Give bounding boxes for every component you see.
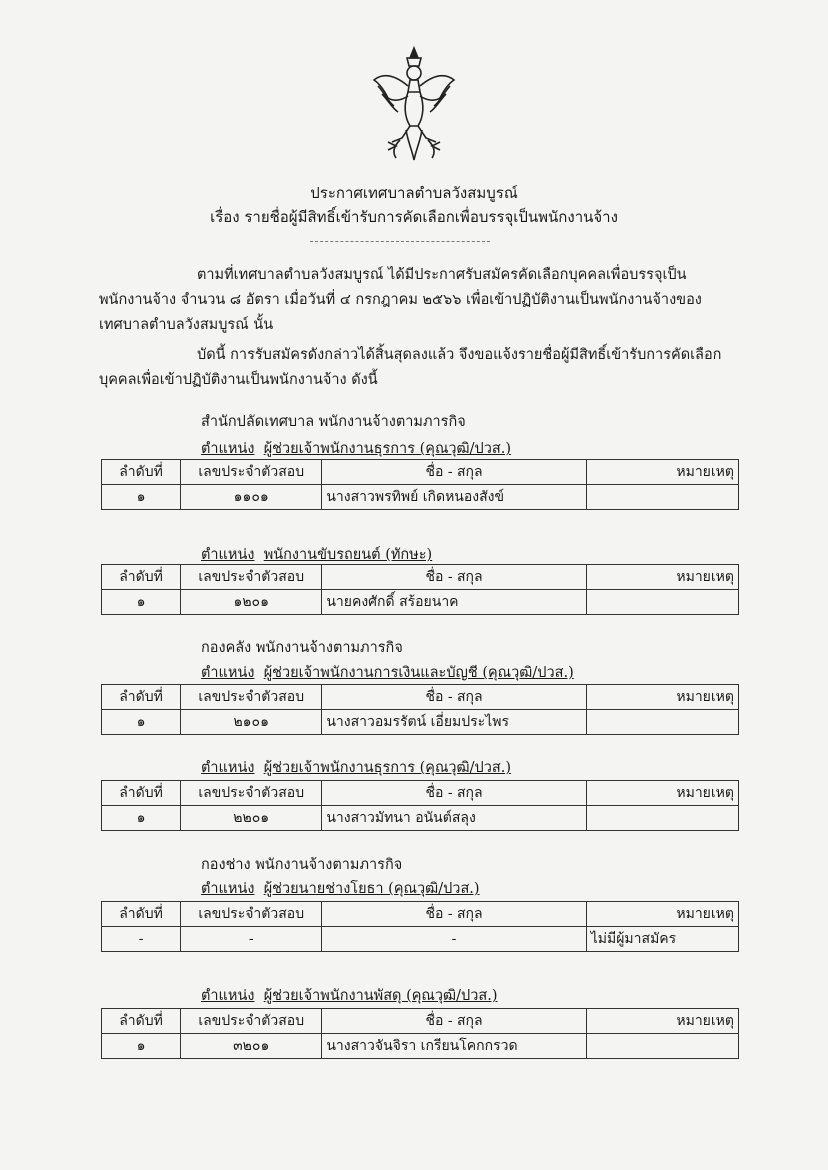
header-name: ชื่อ - สกุล bbox=[322, 781, 586, 806]
candidate-table bbox=[101, 901, 739, 952]
department-heading: กองคลัง พนักงานจ้างตามภารกิจ bbox=[201, 640, 403, 656]
cell-exam-no: - bbox=[181, 927, 322, 952]
notice-text: บัดนี้ การรับสมัครดังกล่าวได้สิ้นสุดลงแล้ว จึงขอแจ้งรายชื่อผู้มีสิทธิ์เข้ารับการคัดเลือกบุคคลเพื่อเข้าปฏิบัติงานเป็นพนักงานจ้าง ดังนี้ bbox=[99, 347, 722, 388]
header-name: ชื่อ - สกุล bbox=[322, 565, 586, 590]
position-label: ตำแหน่ง bbox=[201, 441, 255, 457]
position-label: ตำแหน่ง bbox=[201, 988, 255, 1004]
cell-order: - bbox=[102, 927, 181, 952]
header-exam-no: เลขประจำตัวสอบ bbox=[181, 781, 322, 806]
cell-order: ๑ bbox=[102, 1034, 181, 1059]
position-title bbox=[201, 984, 497, 1007]
candidate-table bbox=[101, 684, 739, 735]
header-order: ลำดับที่ bbox=[102, 685, 181, 710]
position-title bbox=[201, 661, 574, 684]
position-name: ผู้ช่วยนายช่างโยธา (คุณวุฒิ/ปวส.) bbox=[263, 881, 480, 897]
table-row bbox=[102, 806, 739, 831]
table-header-row bbox=[102, 781, 739, 806]
candidate-table bbox=[101, 459, 739, 510]
table-row bbox=[102, 710, 739, 735]
header-order: ลำดับที่ bbox=[102, 565, 181, 590]
cell-remark bbox=[586, 485, 738, 510]
table-header-row bbox=[102, 902, 739, 927]
cell-exam-no: ๓๒๐๑ bbox=[181, 1034, 322, 1059]
table-header-row bbox=[102, 565, 739, 590]
header-remark: หมายเหตุ bbox=[586, 565, 738, 590]
announcement-subject: เรื่อง รายชื่อผู้มีสิทธิ์เข้ารับการคัดเลือกเพื่อบรรจุเป็นพนักงานจ้าง bbox=[210, 208, 618, 226]
cell-exam-no: ๒๒๐๑ bbox=[181, 806, 322, 831]
cell-order: ๑ bbox=[102, 485, 181, 510]
table-row bbox=[102, 485, 739, 510]
header-exam-no: เลขประจำตัวสอบ bbox=[181, 565, 322, 590]
candidate-table bbox=[101, 780, 739, 831]
header-name: ชื่อ - สกุล bbox=[322, 460, 586, 485]
header-order: ลำดับที่ bbox=[102, 902, 181, 927]
header-remark: หมายเหตุ bbox=[586, 902, 738, 927]
position-label: ตำแหน่ง bbox=[201, 881, 255, 897]
position-label: ตำแหน่ง bbox=[201, 547, 255, 563]
cell-name: นางสาวมัทนา อนันต์สลุง bbox=[322, 806, 586, 831]
position-name: ผู้ช่วยเจ้าพนักงานการเงินและบัญชี (คุณวุฒิ/ปวส.) bbox=[263, 665, 574, 681]
candidate-table bbox=[101, 1008, 739, 1059]
cell-remark bbox=[586, 1034, 738, 1059]
table-header-row bbox=[102, 685, 739, 710]
notice-paragraph bbox=[99, 343, 731, 393]
header-exam-no: เลขประจำตัวสอบ bbox=[181, 1009, 322, 1034]
cell-name: - bbox=[322, 927, 586, 952]
table-header-row bbox=[102, 460, 739, 485]
cell-remark bbox=[586, 806, 738, 831]
announcement-title: ประกาศเทศบาลตำบลวังสมบูรณ์ bbox=[310, 184, 518, 202]
position-title bbox=[201, 877, 480, 900]
cell-exam-no: ๒๑๐๑ bbox=[181, 710, 322, 735]
cell-name: นายคงศักดิ์ สร้อยนาค bbox=[322, 590, 586, 615]
cell-name: นางสาวจันจิรา เกรียนโคกกรวด bbox=[322, 1034, 586, 1059]
title-divider bbox=[310, 241, 490, 242]
header-name: ชื่อ - สกุล bbox=[322, 902, 586, 927]
department-heading: กองช่าง พนักงานจ้างตามภารกิจ bbox=[201, 857, 403, 873]
intro-text: ตามที่เทศบาลตำบลวังสมบูรณ์ ได้มีประกาศรับสมัครคัดเลือกบุคคลเพื่อบรรจุเป็นพนักงานจ้าง จำนวน ๘ อัตรา เมื่อวันที่ ๔ กรกฎาคม ๒๕๖๖ เพื่อเข้าปฏิบัติงานเป็นพนักงานจ้างของเทศบาลตำบลวังสมบูรณ์ นั้น bbox=[99, 267, 702, 333]
header-remark: หมายเหตุ bbox=[586, 1009, 738, 1034]
position-title bbox=[201, 543, 432, 566]
position-name: พนักงานขับรถยนต์ (ทักษะ) bbox=[263, 547, 433, 563]
candidate-table bbox=[101, 564, 739, 615]
cell-order: ๑ bbox=[102, 710, 181, 735]
department-heading: สำนักปลัดเทศบาล พนักงานจ้างตามภารกิจ bbox=[201, 414, 466, 430]
header-order: ลำดับที่ bbox=[102, 460, 181, 485]
table-row bbox=[102, 927, 739, 952]
cell-exam-no: ๑๒๐๑ bbox=[181, 590, 322, 615]
cell-order: ๑ bbox=[102, 806, 181, 831]
header-order: ลำดับที่ bbox=[102, 1009, 181, 1034]
header-order: ลำดับที่ bbox=[102, 781, 181, 806]
cell-name: นางสาวพรทิพย์ เกิดหนองสังข์ bbox=[322, 485, 586, 510]
header-exam-no: เลขประจำตัวสอบ bbox=[181, 460, 322, 485]
cell-remark: ไม่มีผู้มาสมัคร bbox=[586, 927, 738, 952]
header-remark: หมายเหตุ bbox=[586, 781, 738, 806]
header-exam-no: เลขประจำตัวสอบ bbox=[181, 685, 322, 710]
table-header-row bbox=[102, 1009, 739, 1034]
garuda-emblem-icon bbox=[370, 46, 458, 164]
header-name: ชื่อ - สกุล bbox=[322, 1009, 586, 1034]
table-row bbox=[102, 1034, 739, 1059]
position-label: ตำแหน่ง bbox=[201, 760, 255, 776]
cell-exam-no: ๑๑๐๑ bbox=[181, 485, 322, 510]
cell-remark bbox=[586, 710, 738, 735]
header-exam-no: เลขประจำตัวสอบ bbox=[181, 902, 322, 927]
position-name: ผู้ช่วยเจ้าพนักงานธุรการ (คุณวุฒิ/ปวส.) bbox=[263, 441, 511, 457]
header-remark: หมายเหตุ bbox=[586, 460, 738, 485]
position-name: ผู้ช่วยเจ้าพนักงานธุรการ (คุณวุฒิ/ปวส.) bbox=[263, 760, 511, 776]
intro-paragraph bbox=[99, 263, 731, 338]
position-title bbox=[201, 437, 511, 460]
position-name: ผู้ช่วยเจ้าพนักงานพัสดุ (คุณวุฒิ/ปวส.) bbox=[263, 988, 498, 1004]
cell-name: นางสาวอมรรัตน์ เอี่ยมประไพร bbox=[322, 710, 586, 735]
header-name: ชื่อ - สกุล bbox=[322, 685, 586, 710]
cell-remark bbox=[586, 590, 738, 615]
cell-order: ๑ bbox=[102, 590, 181, 615]
position-label: ตำแหน่ง bbox=[201, 665, 255, 681]
header-remark: หมายเหตุ bbox=[586, 685, 738, 710]
table-row bbox=[102, 590, 739, 615]
position-title bbox=[201, 756, 511, 779]
